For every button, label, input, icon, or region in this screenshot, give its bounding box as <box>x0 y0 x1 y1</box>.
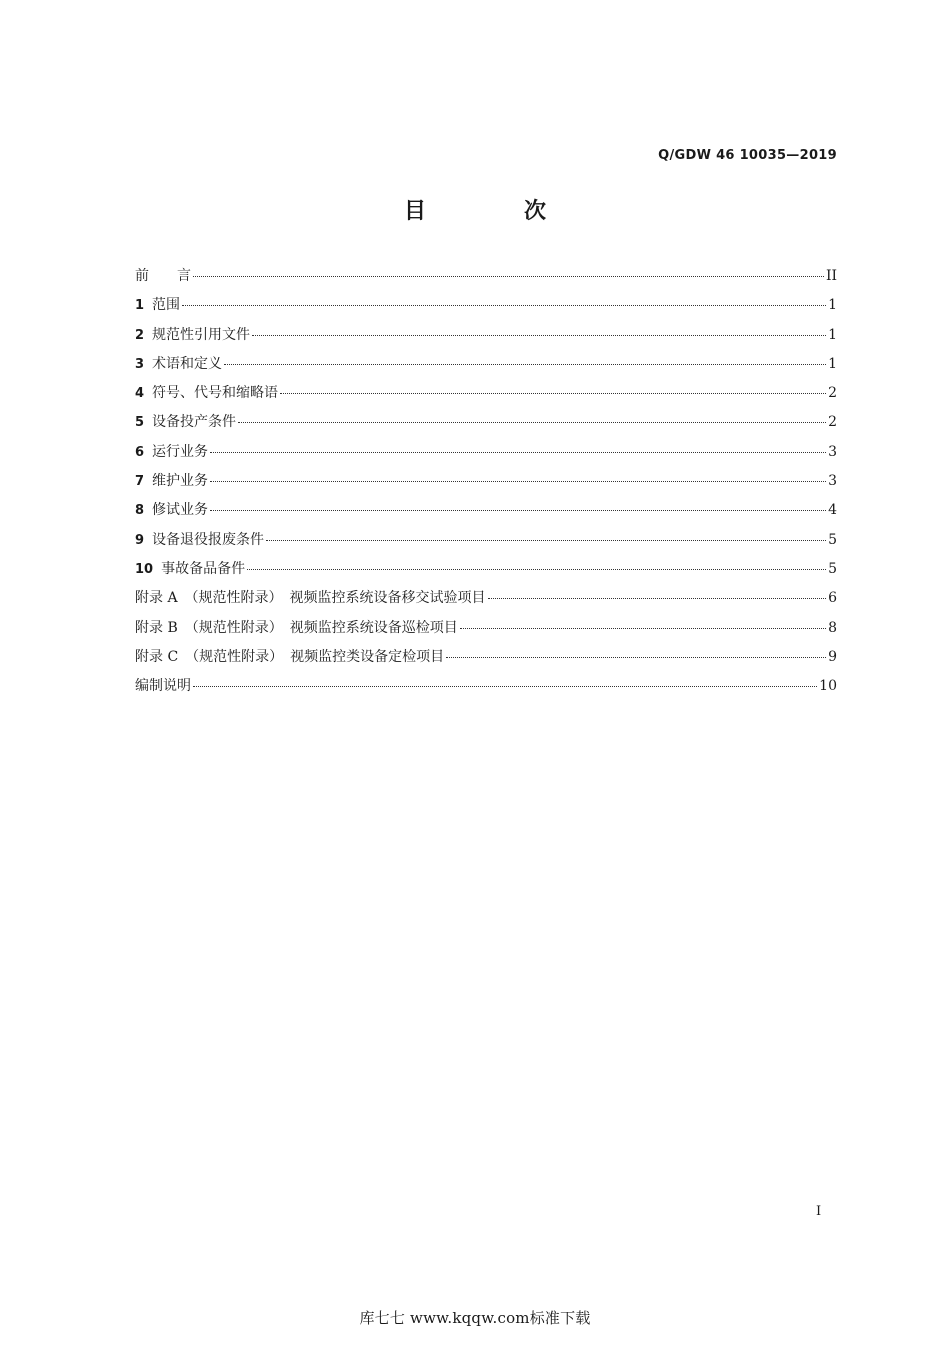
toc-leader-dots <box>224 363 826 365</box>
toc-entry-10[interactable] <box>135 558 837 587</box>
toc-entry-number: 4 <box>135 386 145 402</box>
toc-entry-label: 运行业务 <box>152 443 209 460</box>
toc-entry-number: 5 <box>135 415 145 431</box>
toc-entry-compilation-notes[interactable] <box>135 675 837 704</box>
toc-leader-dots <box>210 451 826 453</box>
toc-entry-number: 9 <box>135 532 145 548</box>
document-code: Q/GDW 46 10035—2019 <box>658 148 837 163</box>
toc-entry-number: 3 <box>135 356 145 372</box>
toc-entry-4[interactable] <box>135 382 837 411</box>
toc-entry-page: 3 <box>828 443 837 460</box>
toc-entry-page: 8 <box>828 619 837 636</box>
toc-entry-7[interactable] <box>135 470 837 499</box>
toc-entry-number: 2 <box>135 327 145 343</box>
toc-entry-number: 1 <box>135 298 145 314</box>
toc-entry-page: 4 <box>828 502 837 519</box>
toc-entry-3[interactable] <box>135 353 837 382</box>
toc-entry-2[interactable] <box>135 324 837 353</box>
toc-entry-label: 符号、代号和缩略语 <box>152 385 279 402</box>
toc-entry-1[interactable] <box>135 294 837 323</box>
toc-leader-dots <box>247 568 826 570</box>
toc-entry-page: 5 <box>828 560 837 577</box>
toc-leader-dots <box>252 334 826 336</box>
toc-entry-page: 3 <box>828 473 837 490</box>
toc-leader-dots <box>460 627 826 629</box>
toc-entry-label: 设备投产条件 <box>152 414 237 431</box>
toc-entry-label: 事故备品备件 <box>161 560 246 577</box>
toc-entry-label: 规范性引用文件 <box>152 326 251 343</box>
toc-entry-8[interactable] <box>135 499 837 528</box>
toc-entry-appendix-c[interactable] <box>135 646 837 675</box>
footer-watermark-text: 库七七 www.kqqw.com标准下载 <box>359 1309 591 1327</box>
toc-entry-label: 前 言 <box>135 268 191 284</box>
toc-leader-dots <box>488 597 827 599</box>
page-number: I <box>816 1204 822 1219</box>
toc-entry-label: 编制说明 <box>135 678 191 695</box>
toc-entry-page: 1 <box>828 326 837 343</box>
toc-entry-label: 附录 C （规范性附录） 视频监控类设备定检项目 <box>135 648 445 665</box>
toc-title: 目 次 <box>403 199 584 224</box>
toc-entry-preface[interactable] <box>135 265 837 294</box>
toc-entry-label: 术语和定义 <box>152 355 223 372</box>
toc-entry-page: 5 <box>828 531 837 548</box>
toc-entry-number: 10 <box>135 561 154 577</box>
toc-entry-number: 7 <box>135 474 145 490</box>
toc-list <box>135 265 837 704</box>
toc-leader-dots <box>266 539 826 541</box>
toc-entry-page: II <box>825 268 837 284</box>
toc-entry-label: 范围 <box>152 297 181 314</box>
toc-entry-page: 2 <box>828 385 837 402</box>
toc-leader-dots <box>193 275 824 277</box>
toc-entry-number: 6 <box>135 444 145 460</box>
toc-leader-dots <box>210 480 826 482</box>
toc-entry-label: 设备退役报废条件 <box>152 531 265 548</box>
toc-leader-dots <box>193 685 817 687</box>
toc-leader-dots <box>238 421 826 423</box>
toc-entry-page: 6 <box>828 590 837 607</box>
toc-entry-number: 8 <box>135 503 145 519</box>
toc-entry-appendix-b[interactable] <box>135 617 837 646</box>
toc-leader-dots <box>182 304 826 306</box>
toc-entry-6[interactable] <box>135 441 837 470</box>
toc-entry-page: 2 <box>828 414 837 431</box>
toc-entry-page: 1 <box>828 355 837 372</box>
toc-leader-dots <box>280 392 826 394</box>
toc-entry-9[interactable] <box>135 529 837 558</box>
toc-entry-label: 修试业务 <box>152 502 209 519</box>
toc-entry-page: 1 <box>828 297 837 314</box>
toc-entry-page: 10 <box>819 678 837 695</box>
toc-entry-label: 附录 A （规范性附录） 视频监控系统设备移交试验项目 <box>135 590 486 607</box>
toc-entry-label: 附录 B （规范性附录） 视频监控系统设备巡检项目 <box>135 619 458 636</box>
toc-entry-page: 9 <box>828 648 837 665</box>
toc-entry-appendix-a[interactable] <box>135 587 837 616</box>
toc-leader-dots <box>446 656 826 658</box>
toc-leader-dots <box>210 509 826 511</box>
toc-entry-label: 维护业务 <box>152 473 209 490</box>
toc-entry-5[interactable] <box>135 411 837 440</box>
